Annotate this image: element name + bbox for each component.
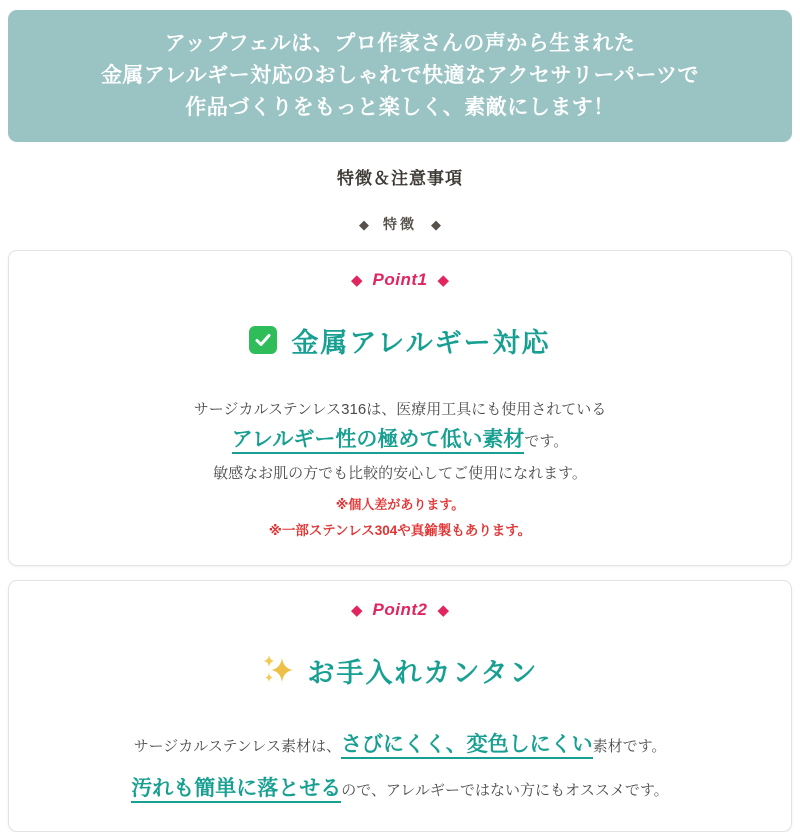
point1-body-line (29, 426, 771, 456)
section-heading: 特徴＆注意事項 (337, 169, 463, 188)
diamond-icon: ◆ (431, 217, 441, 232)
hero-banner-line: 金属アレルギー対応のおしゃれで快適なアクセサリーパーツで (100, 64, 700, 87)
point2-body-line (29, 730, 771, 762)
point2-title: お手入れカンタン (307, 657, 539, 688)
point1-note: ※個人差があります。 (335, 497, 465, 512)
hero-banner-line: 作品づくりをもっと楽しく、素敵にします！ (185, 96, 615, 119)
point2-body-line (29, 774, 771, 806)
point2-body-text: 素材です。 (592, 738, 667, 755)
point2-title-row (29, 652, 771, 688)
diamond-icon: ◆ (350, 272, 363, 289)
point1-note: ※一部ステンレス304や真鍮製もあります。 (268, 523, 532, 538)
point2-label-text: Point2 (372, 600, 428, 619)
diamond-icon: ◆ (437, 272, 450, 289)
feature-card-point2 (8, 580, 792, 832)
diamond-icon: ◆ (350, 602, 363, 619)
section-subheading (8, 214, 792, 234)
point1-label (29, 269, 771, 292)
point2-highlight-text: 汚れも簡単に落とせる (131, 777, 341, 803)
point2-body-text: ので、アレルギーではない方にもオススメです。 (341, 782, 669, 799)
point2-body-text: サージカルステンレス素材は、 (133, 738, 341, 755)
point1-highlight-text: アレルギー性の極めて低い素材 (232, 428, 525, 454)
hero-banner-line: アップフェルは、プロ作家さんの声から生まれた (164, 32, 636, 55)
point1-body-line: 敏感なお肌の方でも比較的安心してご使用になれます。 (213, 465, 587, 482)
section-subheading-text: 特徴 (383, 216, 417, 232)
sparkles-icon (262, 654, 294, 686)
point1-title-row (29, 322, 771, 358)
point1-label-text: Point1 (372, 270, 428, 289)
diamond-icon: ◆ (359, 217, 369, 232)
diamond-icon: ◆ (437, 602, 450, 619)
hero-banner (8, 10, 792, 142)
check-box-icon (249, 326, 277, 354)
point2-label (29, 599, 771, 622)
point1-body-line: サージカルステンレス316は、医療用工具にも使用されている (193, 401, 607, 418)
feature-card-point1 (8, 250, 792, 566)
point2-highlight-text: さびにくく、変色しにくい (341, 733, 593, 759)
point1-body-text: です。 (524, 433, 569, 450)
point1-title: 金属アレルギー対応 (291, 327, 551, 358)
